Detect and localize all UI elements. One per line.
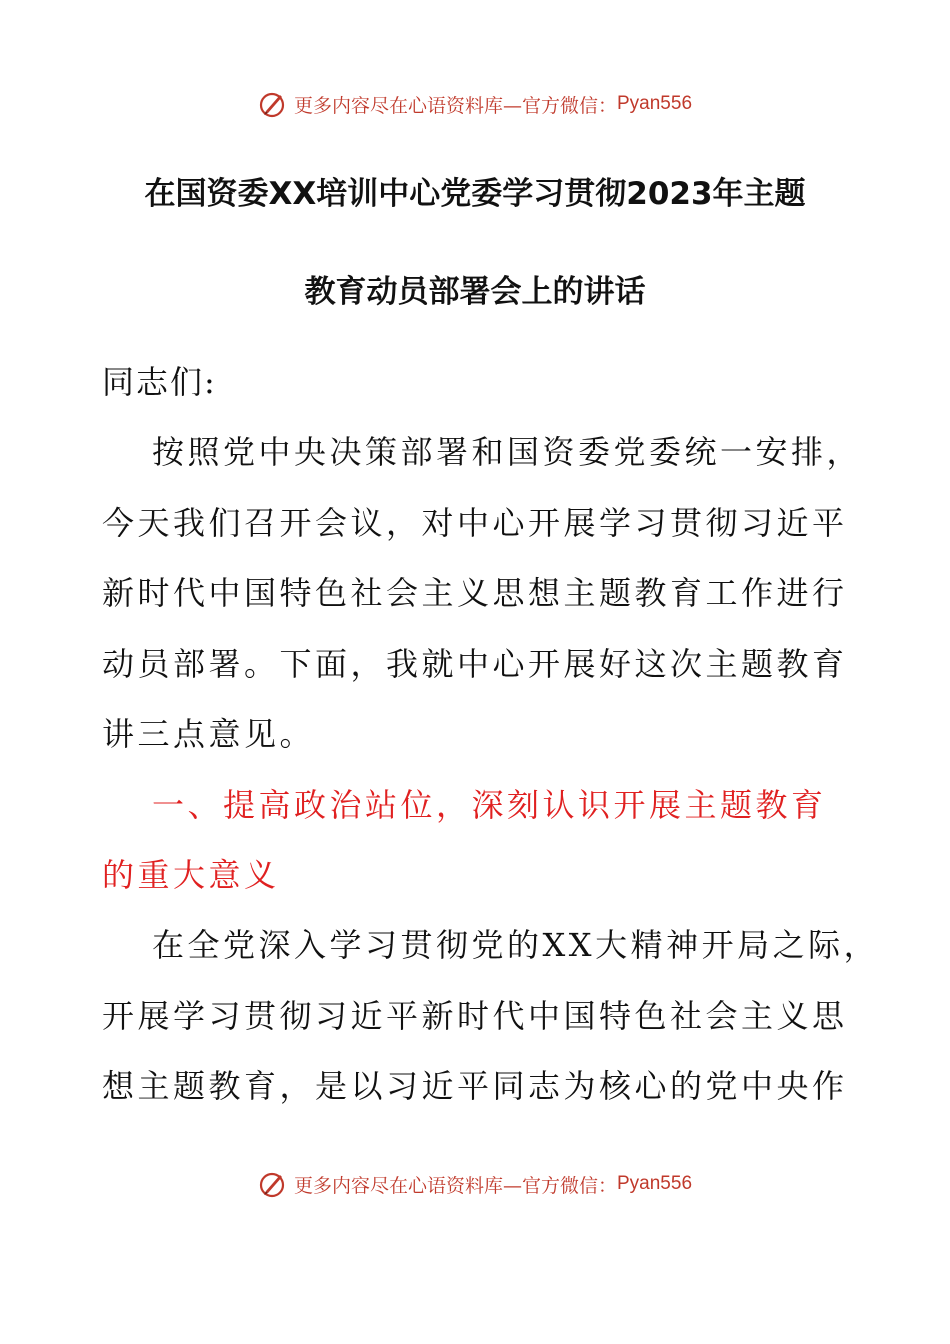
watermark-text: 更多内容尽在心语资料库—官方微信： xyxy=(293,1174,617,1197)
quill-logo-icon xyxy=(258,89,288,119)
paragraph-line: 在全党深入学习贯彻党的XX大精神开局之际， xyxy=(152,926,880,964)
quill-logo-icon xyxy=(258,1169,288,1199)
salutation: 同志们: xyxy=(102,363,217,401)
watermark-banner-bottom xyxy=(0,1164,950,1204)
watermark-handle: Pyan556 xyxy=(617,1173,693,1194)
section-heading-line: 的重大意义 xyxy=(102,856,280,894)
paragraph-line: 讲三点意见。 xyxy=(102,715,316,753)
watermark-handle: Pyan556 xyxy=(617,93,693,114)
paragraph-line: 今天我们召开会议，对中心开展学习贯彻习近平 xyxy=(102,504,848,542)
paragraph-line: 新时代中国特色社会主义思想主题教育工作进行 xyxy=(102,574,848,612)
watermark-banner-top xyxy=(0,84,950,124)
document-title-line-2: 教育动员部署会上的讲话 xyxy=(304,274,646,310)
paragraph-line: 想主题教育，是以习近平同志为核心的党中央作 xyxy=(102,1067,848,1105)
watermark-text: 更多内容尽在心语资料库—官方微信： xyxy=(293,94,617,117)
paragraph-line: 动员部署。下面，我就中心开展好这次主题教育 xyxy=(102,645,848,683)
document-title-line-1: 在国资委XX培训中心党委学习贯彻2023年主题 xyxy=(144,176,806,212)
paragraph-line: 按照党中央决策部署和国资委党委统一安排， xyxy=(152,433,863,471)
section-heading-line: 一、提高政治站位，深刻认识开展主题教育 xyxy=(152,786,827,824)
paragraph-line: 开展学习贯彻习近平新时代中国特色社会主义思 xyxy=(102,997,848,1035)
